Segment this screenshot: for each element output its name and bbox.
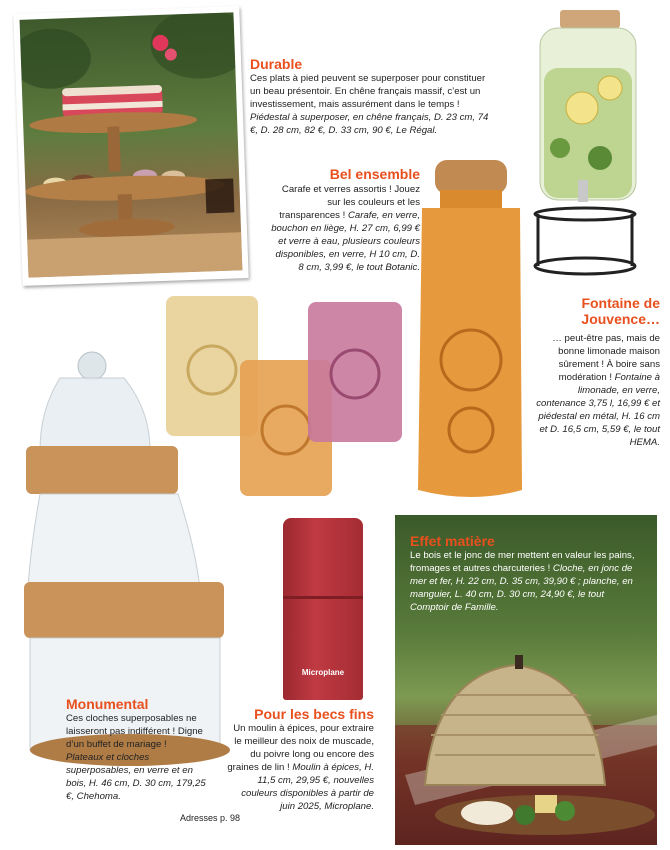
bel-ensemble-info: Carafe, en verre, bouchon en liège, H. 27 cm, 6,99 € et verre à eau, plusieurs couleurs disponibles, en verre, H 10 cm, D. 8 cm, 3,99 €, le tout Botanic. [271,210,420,273]
fontaine-description [530,332,660,449]
fontaine-title-line1: Fontaine de [581,295,660,311]
amber-carafe [418,208,522,497]
becs-fins-text: Un moulin à épices, pour extraire le meilleur des noix de muscade, du poivre long ou encore des graines de lin ! [227,723,374,773]
becs-fins-info: Moulin à épices, H. 11,5 cm, 29,95 €, nouvelles couleurs disponibles à partir de juin 2025, Microplane. [241,762,374,812]
durable-title: Durable [250,56,303,72]
effet-matiere-text: Le bois et le jonc de mer mettent en valeur les pains, fromages et autres charcuteries ! [410,550,635,574]
wood-tray-top [26,446,178,494]
becs-fins-description [224,722,374,813]
effet-matiere-info: Cloche, en jonc de mer et fer, H. 22 cm, D. 35 cm, 39,90 € ; planche, en manguier, L. 40 cm, D. 30 cm, 24,90 €, le tout Comptoir de Famille. [410,563,633,613]
fontaine-info: Fontaine à limonade, en verre, contenance 3,75 l, 16,99 € et piédestal en métal, H. 16 cm et D. 16,5 cm, 5,59 €, le tout HEMA. [536,372,660,448]
fountain-illustration [530,8,640,280]
fontaine-title-line2: Jouvence… [581,311,660,327]
monumental-title: Monumental [66,696,149,712]
durable-info: Piédestal à superposer, en chêne français, D. 23 cm, 74 €, D. 28 cm, 82 €, D. 33 cm, 90 €, Le Régal. [250,112,489,136]
adresses-reference: Adresses p. 98 [180,813,241,823]
durable-description [250,72,498,137]
monumental-description [66,712,206,803]
lemonade-fountain [530,8,640,280]
cork-stopper [435,160,507,194]
fontaine-text: … peut-être pas, mais de bonne limonade maison sûrement ! À boire sans modération ! [552,333,660,383]
durable-text: Ces plats à pied peuvent se superposer pour constituer un beau présentoir. En chêne français massif, c’est un investissement, mais assurément dans le temps ! [250,73,486,110]
monumental-text: Ces cloches superposables ne laisseront pas indifférent ! Digne d’un buffet de mariage ! [66,713,203,750]
pink-glass [308,302,402,442]
fontaine-title [520,295,660,327]
wood-tray-middle [24,582,224,638]
spice-grinder [283,518,363,700]
bel-ensemble-title: Bel ensemble [329,166,420,182]
rush-cloche [425,665,605,785]
bel-ensemble-text: Carafe et verres assortis ! Jouez sur les couleurs et les transparences ! [279,184,420,221]
becs-fins-title: Pour les becs fins [254,706,374,722]
monumental-info: Plateaux et cloches superposables, en verre et en bois, H. 46 cm, D. 30 cm, 179,25 €, Chehoma. [66,752,206,802]
grinder-brand-label: Microplane [301,668,345,677]
effet-matiere-description [410,549,642,614]
effet-matiere-title: Effet matière [410,533,495,549]
